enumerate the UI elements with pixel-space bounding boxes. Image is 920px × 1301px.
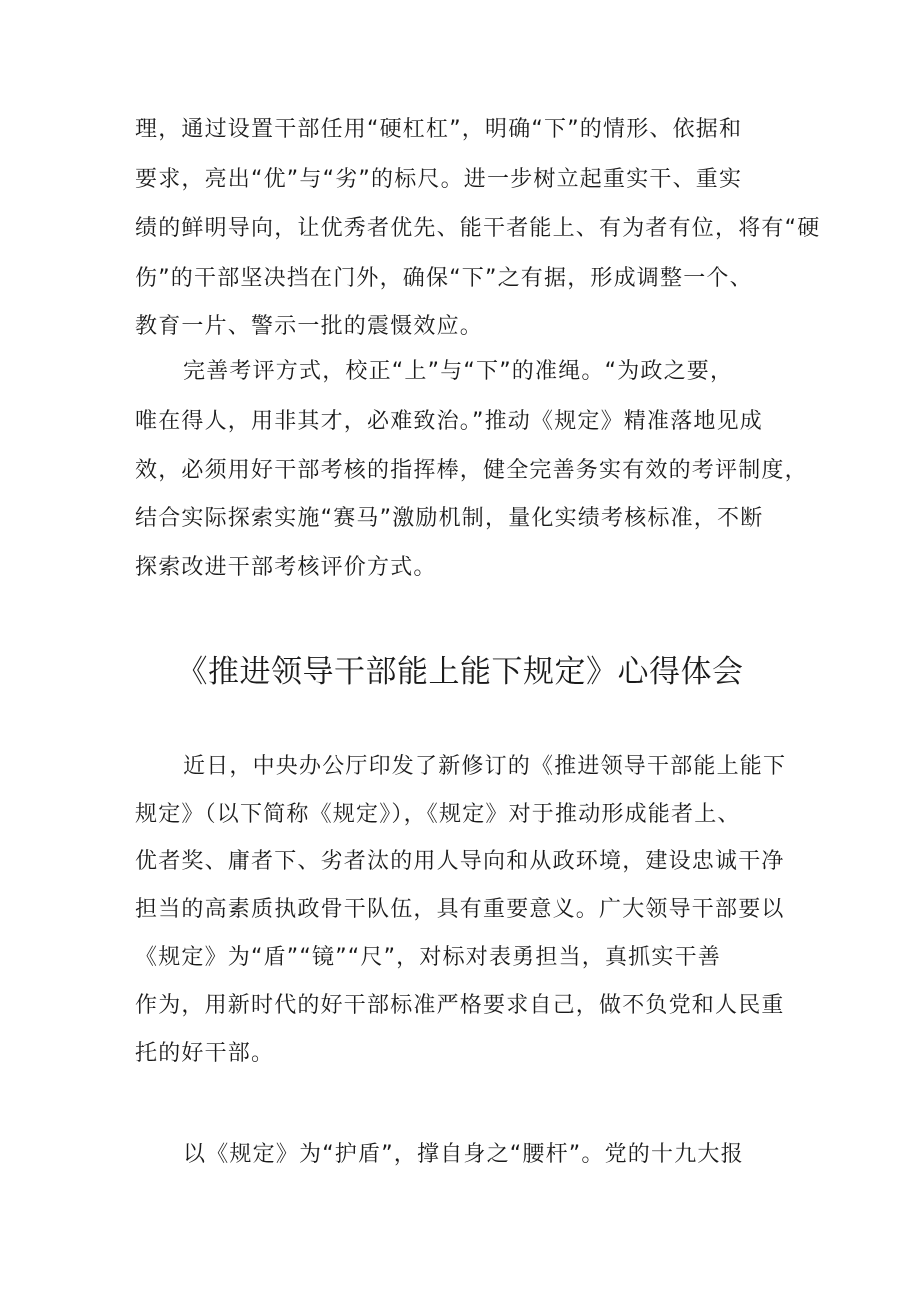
assessment-paragraph-line: 结合实际探索实施“赛马”激励机制，量化实绩考核标准，不断: [135, 506, 764, 531]
assessment-paragraph-line: 效，必须用好干部考核的指挥棒，健全完善务实有效的考评制度，: [135, 458, 808, 483]
article-paragraph-line: 优者奖、庸者下、劣者汰的用人导向和从政环境，建设忠诚干净: [135, 849, 785, 874]
article-paragraph-line: 《规定》为“盾”“镜”“尺”，对标对表勇担当，真抓实干善: [135, 945, 721, 970]
assessment-paragraph-line: 探索改进干部考核评价方式。: [135, 555, 437, 580]
article-title: 《推进领导干部能上能下规定》心得体会: [176, 654, 744, 690]
article-paragraph-line: 规定》（以下简称《规定》），《规定》对于推动形成能者上、: [135, 802, 741, 827]
assessment-paragraph-line: 唯在得人，用非其才，必难致治。”推动《规定》精准落地见成: [135, 409, 763, 434]
article-paragraph-line: 托的好干部。: [135, 1041, 275, 1066]
article-paragraph-line: 作为，用新时代的好干部标准严格要求自己，做不负党和人民重: [135, 993, 785, 1018]
intro-paragraph-line: 绩的鲜明导向，让优秀者优先、能干者能上、有为者有位，将有“硬: [135, 216, 821, 241]
intro-paragraph-line: 伤”的干部坚决挡在门外，确保“下”之有据，形成调整一个、: [135, 266, 753, 291]
intro-paragraph-line: 要求，亮出“优”与“劣”的标尺。进一步树立起重实干、重实: [135, 167, 743, 192]
article-paragraph-line: 担当的高素质执政骨干队伍，具有重要意义。广大领导干部要以: [135, 897, 785, 922]
intro-paragraph-line: 教育一片、警示一批的震慑效应。: [135, 314, 484, 339]
intro-paragraph-line: 理，通过设置干部任用“硬杠杠”，明确“下”的情形、依据和: [135, 117, 743, 142]
last-paragraph-line: 以《规定》为“护盾”，撑自身之“腰杆”。党的十九大报: [183, 1142, 744, 1167]
assessment-paragraph-line: 完善考评方式，校正“上”与“下”的准绳。“为政之要，: [183, 359, 734, 384]
article-paragraph-line: 近日，中央办公厅印发了新修订的《推进领导干部能上能下: [183, 754, 787, 779]
